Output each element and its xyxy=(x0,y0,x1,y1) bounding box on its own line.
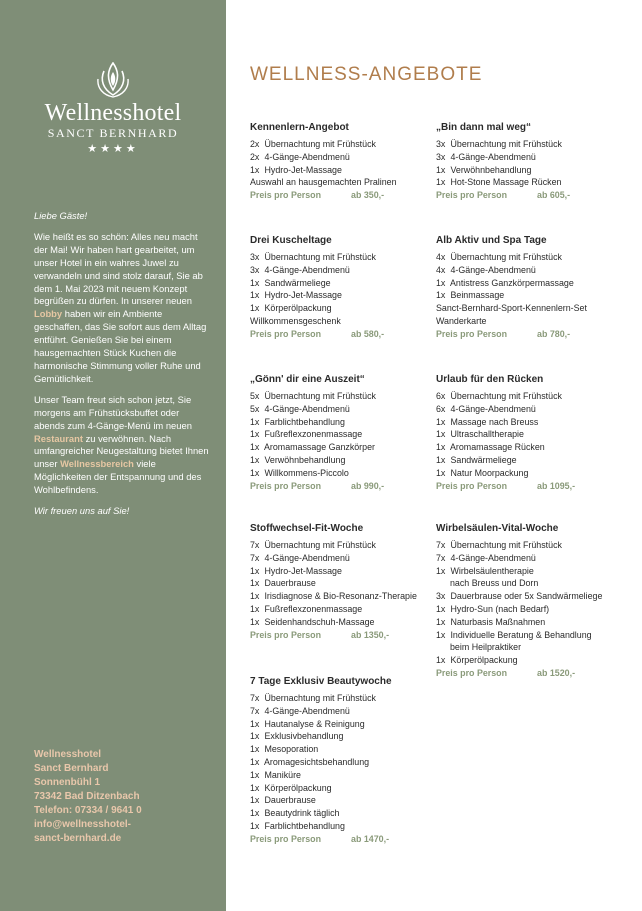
offer-title: Stoffwechsel-Fit-Woche xyxy=(250,523,364,534)
address-line: Wellnesshotel xyxy=(34,749,102,760)
offer-item xyxy=(436,428,616,441)
hotel-logo xyxy=(0,62,226,157)
offer-item-quantity: 1x xyxy=(436,454,446,465)
offer-item xyxy=(250,807,430,820)
offer-item-text: Hydro-Jet-Massage xyxy=(264,290,342,301)
offer-item-quantity: 1x xyxy=(436,164,446,175)
offer-title: Kennenlern-Angebot xyxy=(250,122,349,133)
offer-item-text: Willkommens-Piccolo xyxy=(264,467,349,478)
price-label: Preis pro Person xyxy=(250,833,322,844)
offer-item-text: 4-Gänge-Abendmenü xyxy=(450,151,536,162)
offer-item-quantity: 6x xyxy=(436,391,446,401)
offer-item-quantity: 1x xyxy=(250,164,260,175)
offer-item-text: Farblichtbehandlung xyxy=(264,416,345,427)
offer-item xyxy=(250,794,430,807)
offer-item xyxy=(250,390,430,403)
offer-item-quantity: 7x xyxy=(250,705,260,716)
offer-item xyxy=(250,289,430,302)
intro-paragraph-1 xyxy=(34,231,210,386)
offer-item xyxy=(436,467,616,480)
intro-p2-text-a: Unser Team freut sich schon jetzt, Sie morgens am Frühstücksbuffet oder abends zum 4-Gänge-Menü im neuen xyxy=(34,393,192,431)
offer-price xyxy=(250,480,430,493)
offer-item-quantity: 3x xyxy=(436,591,446,602)
offer-price xyxy=(250,328,430,341)
offer-item xyxy=(250,416,430,429)
offer-item xyxy=(250,302,430,315)
offer-item-text: Irisdiagnose & Bio-Resonanz-Therapie xyxy=(264,591,417,602)
offer-item-text: Dauerbrause oder 5x Sandwärmeliege xyxy=(450,591,603,602)
offer-item-text: 4-Gänge-Abendmenü xyxy=(450,403,536,414)
offer-item-text: 4-Gänge-Abendmenü xyxy=(450,552,536,563)
offer-item xyxy=(250,820,430,833)
logo-wordmark: Wellnesshotel xyxy=(44,100,182,126)
offer-item-quantity: 7x xyxy=(436,552,446,563)
offer-item-quantity: 7x xyxy=(250,693,260,703)
price-label: Preis pro Person xyxy=(436,480,508,491)
offer-item-quantity: 1x xyxy=(250,769,260,780)
offer-item-text: Dauerbrause xyxy=(264,795,316,806)
offer-item xyxy=(250,403,430,416)
offer-item-quantity: 1x xyxy=(436,629,446,640)
offer-item-text: Übernachtung mit Frühstück xyxy=(264,252,376,262)
offer-item-quantity: 1x xyxy=(436,290,446,301)
offer-item-quantity: 1x xyxy=(250,442,260,453)
offer-item xyxy=(250,692,430,705)
offer-item xyxy=(250,756,430,769)
offer-item-text: Auswahl an hausgemachten Pralinen xyxy=(250,177,397,188)
offer-item-text: Hautanalyse & Reinigung xyxy=(264,718,365,729)
offer-item-text: Antistress Ganzkörpermassage xyxy=(449,277,574,288)
offer-item-text: Naturbasis Maßnahmen xyxy=(450,616,546,627)
offer-item xyxy=(436,577,616,590)
offer-item xyxy=(250,138,430,151)
offer-item-quantity: 1x xyxy=(436,655,446,666)
offer-item xyxy=(250,730,430,743)
offer-item xyxy=(250,603,430,616)
offer-item-quantity: 1x xyxy=(250,820,260,831)
address-line: Sanct Bernhard xyxy=(34,763,109,774)
offer-item xyxy=(436,416,616,429)
offer-title: „Bin dann mal weg“ xyxy=(436,122,532,133)
offer-item-text: Aromagesichtsbehandlung xyxy=(263,756,370,767)
offer-item-quantity: 1x xyxy=(436,177,446,188)
address-email[interactable]: info@wellnesshotel- xyxy=(34,819,131,830)
offer-price xyxy=(250,189,430,202)
offer-card xyxy=(436,121,616,202)
offer-item-text: Mesoporation xyxy=(264,744,319,755)
offer-item-text: Willkommensgeschenk xyxy=(250,315,341,326)
offer-item-text: Hot-Stone Massage Rücken xyxy=(450,177,562,188)
offer-item-text: 4-Gänge-Abendmenü xyxy=(264,151,350,162)
offer-item-text: Übernachtung mit Frühstück xyxy=(264,540,376,550)
offer-item xyxy=(436,315,616,328)
offer-title: Wirbelsäulen-Vital-Woche xyxy=(436,523,559,534)
offer-item-quantity: 1x xyxy=(250,565,260,576)
offer-item-text: Fußreflexzonenmassage xyxy=(264,603,363,614)
offer-item-text: 4-Gänge-Abendmenü xyxy=(264,705,350,716)
offer-item xyxy=(436,641,616,654)
offer-item-text: 4-Gänge-Abendmenü xyxy=(450,264,536,275)
price-label: Preis pro Person xyxy=(250,190,322,201)
offer-item-quantity: 1x xyxy=(250,454,260,465)
offer-item-quantity: 1x xyxy=(436,467,446,478)
offer-item-quantity: 4x xyxy=(436,252,446,262)
offer-item-quantity: 3x xyxy=(250,252,260,262)
offer-item xyxy=(436,264,616,277)
offer-item-quantity: 1x xyxy=(250,808,260,819)
offer-item-text: beim Heilpraktiker xyxy=(450,642,522,653)
intro-greeting: Liebe Gäste! xyxy=(34,210,88,221)
offer-item-quantity: 1x xyxy=(250,744,260,755)
offer-item xyxy=(436,151,616,164)
offer-item-quantity: 4x xyxy=(436,264,446,275)
price-value: ab 1095,- xyxy=(537,480,576,491)
offer-item xyxy=(250,454,430,467)
address-phone[interactable]: Telefon: 07334 / 9641 0 xyxy=(34,805,142,816)
offer-item xyxy=(250,590,430,603)
offer-card xyxy=(250,522,430,641)
offer-item xyxy=(250,552,430,565)
offer-item-text: Maniküre xyxy=(264,769,301,780)
offer-item-quantity: 3x xyxy=(250,264,260,275)
offer-item-text: Verwöhnbehandlung xyxy=(450,164,532,175)
logo-stars: ★★★★ xyxy=(87,143,139,155)
offer-item xyxy=(436,565,616,578)
price-value: ab 1350,- xyxy=(351,629,390,640)
offer-item-quantity: 1x xyxy=(436,616,446,627)
offer-item xyxy=(436,454,616,467)
offer-item-text: Wirbelsäulentherapie xyxy=(450,565,534,576)
offer-item-quantity: 1x xyxy=(250,782,260,793)
offer-item xyxy=(436,616,616,629)
offer-card xyxy=(250,121,430,202)
offer-item-quantity: 3x xyxy=(436,139,446,149)
offer-item-text: 4-Gänge-Abendmenü xyxy=(264,403,350,414)
offer-item-quantity: 1x xyxy=(436,603,446,614)
offer-item-quantity: 3x xyxy=(436,151,446,162)
offer-item-text: Übernachtung mit Frühstück xyxy=(264,391,376,401)
offer-item-quantity: 1x xyxy=(250,756,260,767)
offer-title: Alb Aktiv und Spa Tage xyxy=(436,235,547,246)
offer-item xyxy=(250,705,430,718)
offer-item-text: Natur Moorpackung xyxy=(450,467,529,478)
offer-item xyxy=(250,616,430,629)
offer-item-quantity: 7x xyxy=(250,540,260,550)
offer-item-text: Exklusivbehandlung xyxy=(264,731,344,742)
sidebar xyxy=(0,0,226,911)
offer-price xyxy=(436,328,616,341)
offer-item-quantity: 6x xyxy=(436,403,446,414)
offer-item xyxy=(436,289,616,302)
offer-item-text: Aromamassage Rücken xyxy=(449,442,545,453)
offer-item-text: Hydro-Jet-Massage xyxy=(264,565,342,576)
offer-item-text: Fußreflexzonenmassage xyxy=(264,429,363,440)
price-value: ab 605,- xyxy=(537,190,571,201)
offer-item-quantity: 1x xyxy=(250,578,260,589)
address-line: 73342 Bad Ditzenbach xyxy=(34,791,140,802)
offer-item xyxy=(436,138,616,151)
offer-item-quantity: 1x xyxy=(250,290,260,301)
offer-item-text: Körperölpackung xyxy=(450,655,518,666)
offer-item-quantity: 1x xyxy=(250,718,260,729)
offer-item xyxy=(250,251,430,264)
price-label: Preis pro Person xyxy=(436,328,508,339)
intro-p1-text-a: Wie heißt es so schön: Alles neu macht der Mai! Wir haben hart gearbeitet, um unser Hotel in ein wahres Juwel zu verwandeln und sind stolz darauf, Sie ab dem 1. Mai 2023 mit neuem Konzept begrüßen zu dürfen. In unserer neuen xyxy=(34,230,203,307)
offer-item xyxy=(436,603,616,616)
offer-item xyxy=(250,277,430,290)
offer-item-quantity: 2x xyxy=(250,151,260,162)
offer-item-text: Beinmassage xyxy=(450,290,505,301)
offer-item xyxy=(436,552,616,565)
intro-p2-text-b: zu verwöhnen. Nach umfangreicher Neugestaltung bietet Ihnen unser xyxy=(34,432,209,470)
offer-card xyxy=(436,373,616,492)
offer-item-text: Beautydrink täglich xyxy=(264,808,340,819)
offer-price xyxy=(250,833,430,846)
offer-card xyxy=(436,522,616,680)
offer-item-quantity: 1x xyxy=(250,616,260,627)
address-line: Sonnenbühl 1 xyxy=(34,777,101,788)
offer-title: 7 Tage Exklusiv Beautywoche xyxy=(250,676,392,687)
price-label: Preis pro Person xyxy=(250,480,322,491)
offer-card xyxy=(250,234,430,341)
offer-price xyxy=(436,189,616,202)
offer-item-text: Übernachtung mit Frühstück xyxy=(450,540,562,550)
offer-item-text: Übernachtung mit Frühstück xyxy=(450,252,562,262)
price-value: ab 990,- xyxy=(351,480,385,491)
offer-item xyxy=(250,176,430,189)
offer-item xyxy=(436,441,616,454)
offer-item xyxy=(436,629,616,642)
offer-title: Urlaub für den Rücken xyxy=(436,374,544,385)
offer-item xyxy=(250,428,430,441)
offer-item-quantity: 7x xyxy=(436,540,446,550)
lotus-logo-icon xyxy=(96,62,130,98)
offer-item-text: 4-Gänge-Abendmenü xyxy=(264,264,350,275)
offer-item-quantity: 1x xyxy=(436,277,446,288)
offer-item-text: Sandwärmeliege xyxy=(264,277,331,288)
offer-item xyxy=(436,277,616,290)
intro-highlight-wellness: Wellnessbereich xyxy=(60,458,134,470)
offer-item xyxy=(436,403,616,416)
price-value: ab 580,- xyxy=(351,328,385,339)
offer-item-text: Übernachtung mit Frühstück xyxy=(450,391,562,401)
offer-item-quantity: 1x xyxy=(250,603,260,614)
offer-item xyxy=(250,539,430,552)
offer-card xyxy=(250,675,430,846)
offer-item xyxy=(436,176,616,189)
offer-item-quantity: 1x xyxy=(436,429,446,440)
offer-card xyxy=(436,234,616,341)
offer-item xyxy=(250,718,430,731)
offer-item-quantity: 5x xyxy=(250,391,260,401)
price-value: ab 780,- xyxy=(537,328,571,339)
offer-item xyxy=(250,441,430,454)
offer-item xyxy=(250,565,430,578)
logo-subtitle: SANCT BERNHARD xyxy=(47,126,179,140)
offer-item-text: Körperölpackung xyxy=(264,782,332,793)
offer-price xyxy=(250,629,430,642)
price-label: Preis pro Person xyxy=(436,667,508,678)
offer-item-quantity: 1x xyxy=(250,277,260,288)
offer-item-text: Verwöhnbehandlung xyxy=(264,454,346,465)
offer-item-text: Ultraschalltherapie xyxy=(450,429,524,440)
intro-p2-text-c: viele Möglichkeiten der Entspannung und des Wohlbefindens. xyxy=(34,458,202,496)
offer-item-text: Farblichtbehandlung xyxy=(264,820,345,831)
offer-item xyxy=(436,251,616,264)
offer-item-text: Hydro-Sun (nach Bedarf) xyxy=(450,603,550,614)
offer-item xyxy=(436,302,616,315)
intro-text xyxy=(34,210,210,526)
price-label: Preis pro Person xyxy=(250,328,322,339)
offer-item xyxy=(436,654,616,667)
offer-item-quantity: 1x xyxy=(250,429,260,440)
offer-card xyxy=(250,373,430,492)
offer-item-text: Seidenhandschuh-Massage xyxy=(264,616,375,627)
price-value: ab 350,- xyxy=(351,190,385,201)
offer-item-quantity: 1x xyxy=(250,467,260,478)
offer-item-text: Sandwärmeliege xyxy=(450,454,517,465)
offer-item xyxy=(250,743,430,756)
offer-item-text: Sanct-Bernhard-Sport-Kennenlern-Set xyxy=(436,303,587,314)
page-title: WELLNESS-ANGEBOTE xyxy=(250,64,483,85)
offer-item-text: Aromamassage Ganzkörper xyxy=(263,442,375,453)
offer-item-quantity: 1x xyxy=(250,731,260,742)
offer-item xyxy=(250,151,430,164)
offer-item-text: 4-Gänge-Abendmenü xyxy=(264,552,350,563)
price-value: ab 1470,- xyxy=(351,833,390,844)
offer-item-text: Übernachtung mit Frühstück xyxy=(450,139,562,149)
offer-title: „Gönn' dir eine Auszeit“ xyxy=(250,374,365,385)
offer-item xyxy=(250,315,430,328)
offer-item-quantity: 1x xyxy=(436,416,446,427)
intro-closing: Wir freuen uns auf Sie! xyxy=(34,505,130,517)
offer-item-text: Massage nach Breuss xyxy=(450,416,539,427)
offer-item xyxy=(250,264,430,277)
offer-item xyxy=(436,164,616,177)
offer-item-quantity: 2x xyxy=(250,139,260,149)
address-block xyxy=(34,748,214,846)
offer-item-text: Dauerbrause xyxy=(264,578,316,589)
intro-highlight-restaurant: Restaurant xyxy=(34,432,83,444)
price-label: Preis pro Person xyxy=(250,629,322,640)
offer-item-quantity: 7x xyxy=(250,552,260,563)
intro-paragraph-2 xyxy=(34,394,210,497)
price-value: ab 1520,- xyxy=(537,667,576,678)
offer-item-quantity: 1x xyxy=(436,442,446,453)
address-email-cont[interactable]: sanct-bernhard.de xyxy=(34,833,122,844)
offer-price xyxy=(436,667,616,680)
offer-item-text: nach Breuss und Dorn xyxy=(450,578,539,589)
offer-item xyxy=(250,577,430,590)
intro-highlight-lobby: Lobby xyxy=(34,308,63,320)
offer-item xyxy=(250,164,430,177)
offer-item-text: Körperölpackung xyxy=(264,303,332,314)
offer-item-text: Individuelle Beratung & Behandlung xyxy=(450,629,592,640)
offer-item-text: Übernachtung mit Frühstück xyxy=(264,139,376,149)
offer-item-quantity: 1x xyxy=(250,795,260,806)
offer-item xyxy=(250,782,430,795)
offer-price xyxy=(436,480,616,493)
offer-item-quantity: 1x xyxy=(250,303,260,314)
price-label: Preis pro Person xyxy=(436,190,508,201)
offer-item-quantity: 1x xyxy=(250,591,260,602)
offer-item xyxy=(250,467,430,480)
offer-title: Drei Kuscheltage xyxy=(250,235,332,246)
offer-item-text: Hydro-Jet-Massage xyxy=(264,164,342,175)
offer-item xyxy=(436,590,616,603)
offer-item-text: Übernachtung mit Frühstück xyxy=(264,693,376,703)
intro-p1-text-b: haben wir ein Ambiente geschaffen, das Sie sofort aus dem Alltag entführt. Genießen Sie bei einem hausgemachten Stück Kuchen die harmonische Stimmung voller Ruhe und Gemütlichkeit. xyxy=(34,308,207,384)
offer-item-quantity: 1x xyxy=(436,565,446,576)
offer-item xyxy=(250,769,430,782)
offer-item-quantity: 1x xyxy=(250,416,260,427)
offer-item-text: Wanderkarte xyxy=(436,315,487,326)
offer-item xyxy=(436,539,616,552)
offer-item-quantity: 5x xyxy=(250,403,260,414)
offer-item xyxy=(436,390,616,403)
